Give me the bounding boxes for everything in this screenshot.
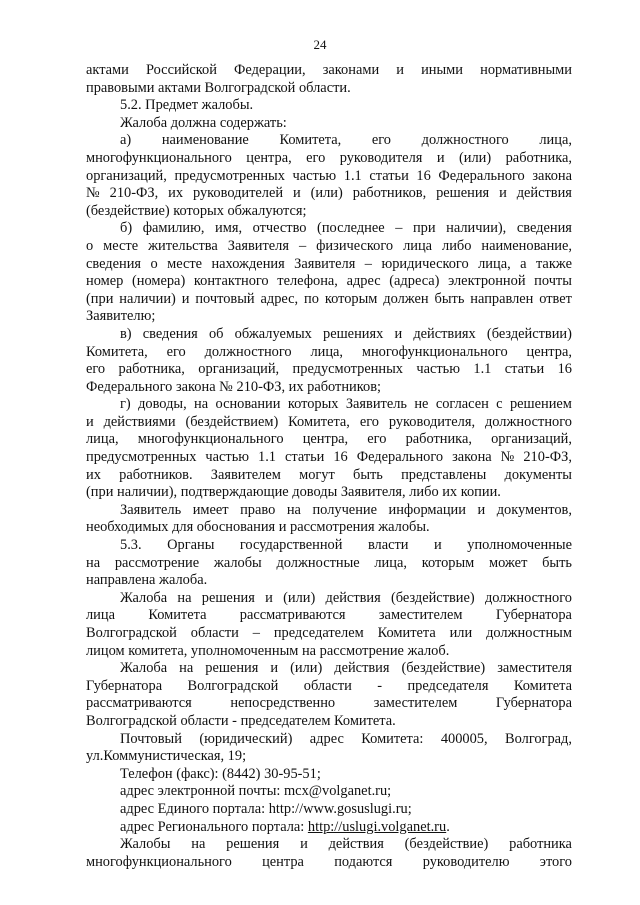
text-line: рассматриваются непосредственно заместителем Губернатора [86,695,572,712]
text-line: номер (номера) контактного телефона, адрес (адреса) электронной почты [86,273,572,290]
text-line: Волгоградской области – председателем Комитета или должностным [86,625,572,641]
text-line: лица Комитета рассматриваются заместителем Губернатора [86,607,572,624]
text-line: 5.3. Органы государственной власти и уполномоченные [120,537,572,554]
text-line: Федерального закона № 210-ФЗ, их работников; [86,378,381,395]
text-line: № 210-ФЗ, их руководителей и (или) работников, решения и действия [86,185,572,202]
text-line: актами Российской Федерации, законами и иными нормативными [86,62,572,78]
text-line: необходимых для обоснования и рассмотрения жалобы. [86,519,430,536]
text-line: Телефон (факс): (8442) 30-95-51; [120,765,321,782]
page-number: 24 [313,37,327,52]
text-line: Жалобы на решения и действия (бездействие) работника [120,836,572,853]
text-line: и действиями (бездействием) Комитета, его руководителя, должностного [86,413,572,430]
text-line: Заявителю; [86,308,156,325]
text-line: многофункционального центра подаются руководителю этого [86,853,572,870]
text-line: правовыми актами Волгоградской области. [86,79,351,96]
text-line: его работника, организаций, предусмотренных частью 1.1 статьи 16 [86,361,572,378]
text-line: б) фамилию, имя, отчество (последнее – при наличии), сведения [120,220,572,237]
text-line: на рассмотрение жалобы должностные лица, которым может быть [86,554,572,571]
text-line: организаций, предусмотренных частью 1.1 статьи 16 Федерального закона [86,167,572,184]
text-line: 5.2. Предмет жалобы. [120,97,254,114]
text-line: направлена жалоба. [86,572,208,589]
text-line: лицом комитета, уполномоченным на рассмотрение жалоб. [86,642,450,659]
document-body [86,62,572,871]
text-line: г) доводы, на основании которых Заявитель не согласен с решением [120,396,572,413]
text-line: Заявитель имеет право на получение информации и документов, [120,501,572,518]
text-line: сведения о месте нахождения Заявителя – юридического лица, а также [86,255,572,272]
text-line: о месте жительства Заявителя – физического лица либо наименование, [86,237,572,254]
text-line: лица, многофункционального центра, его работника, организаций, [86,431,572,448]
text-line: их работников. Заявителем могут быть представлены документы [86,466,572,483]
text-line: Жалоба должна содержать: [120,114,287,131]
text-line: в) сведения об обжалуемых решениях и действиях (бездействии) [120,325,572,342]
text-line: многофункционального центра, его руководителя и (или) работника, [86,149,572,166]
text-line: предусмотренных частью 1.1 статьи 16 Федерального закона № 210-ФЗ, [86,449,572,466]
text-line: Комитета, его должностного лица, многофункционального центра, [86,343,572,360]
text-line: Почтовый (юридический) адрес Комитета: 400005, Волгоград, [120,730,572,747]
text-line: адрес Регионального портала: http://uslugi.volganet.ru. [120,818,450,835]
text-line: (при наличии) и почтовый адрес, по которым должен быть направлен ответ [86,290,572,307]
text-line: Губернатора Волгоградской области - председателя Комитета [86,677,572,694]
text-line: (бездействие) которых обжалуются; [86,202,307,219]
text-line: Жалоба на решения и (или) действия (бездействие) должностного [120,589,572,606]
text-line: Жалоба на решения и (или) действия (бездействие) заместителя [120,660,572,677]
text-line: а) наименование Комитета, его должностного лица, [120,132,572,149]
text-line: адрес Единого портала: http://www.gosuslugi.ru; [120,800,412,817]
text-line: адрес электронной почты: mcx@volganet.ru; [120,783,392,800]
text-line: ул.Коммунистическая, 19; [86,748,247,765]
text-line: (при наличии), подтверждающие доводы Заявителя, либо их копии. [86,484,501,501]
regional-portal-link[interactable]: http://uslugi.volganet.ru [307,818,447,835]
text-line: Волгоградской области - председателем Комитета. [86,712,396,729]
